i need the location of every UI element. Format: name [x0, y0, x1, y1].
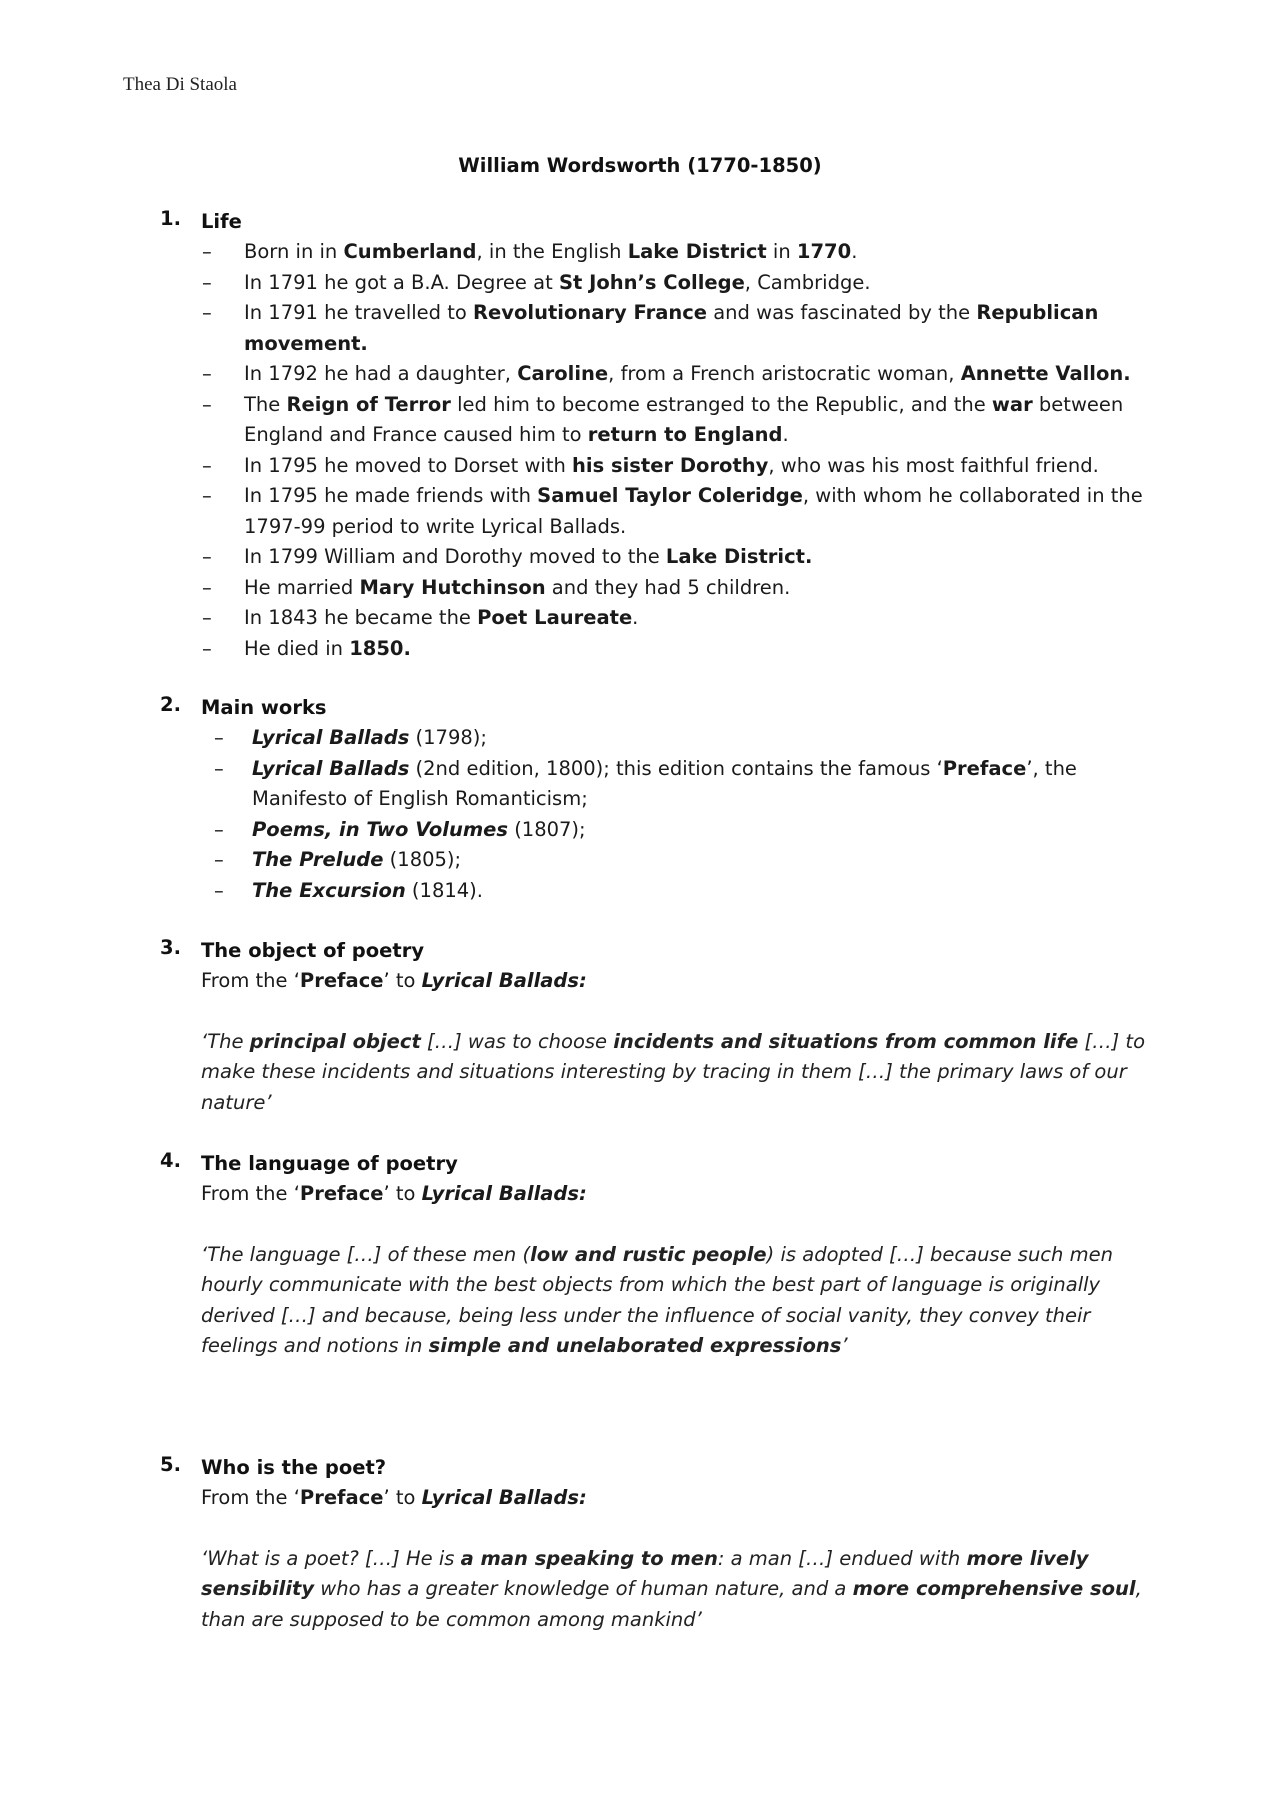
source-line [201, 966, 1170, 997]
section-title: The language of poetry [201, 1152, 458, 1175]
emphasis-text: incidents and situations from common life [613, 1029, 1079, 1053]
preface-quote [201, 1544, 1170, 1636]
text-run: , who was his most faithful friend. [768, 453, 1099, 477]
emphasis-text: Reign of Terror [286, 392, 451, 416]
text-run: […] was to choose [420, 1029, 614, 1053]
text-run: (2nd edition, 1800); this edition contains the famous [409, 756, 937, 780]
text-run: ‘The [201, 1029, 250, 1053]
emphasis-text: Lyrical Ballads: [421, 1486, 587, 1509]
emphasis-text: Revolutionary France [473, 301, 708, 324]
works-list-item [160, 845, 1170, 876]
emphasis-text: simple and unelaborated expressions [428, 1334, 842, 1357]
text-run: between England and France caused him to [244, 392, 1124, 446]
life-list-item [160, 359, 1170, 390]
section-object-of-poetry [160, 936, 1170, 1118]
works-list-item [160, 815, 1170, 846]
text-run: ‘ [936, 756, 943, 780]
text-run: , in the English [476, 240, 628, 263]
text-run: ’ [841, 1334, 848, 1357]
emphasis-text: Lake District. [665, 545, 813, 568]
text-run: ‘ [293, 1182, 300, 1205]
life-list-item [160, 573, 1170, 604]
emphasis-text: more comprehensive soul [852, 1577, 1136, 1600]
section-title: Main works [201, 696, 327, 719]
emphasis-text: Poems, in Two Volumes [252, 817, 508, 841]
works-list-item [160, 754, 1170, 815]
life-list-item [160, 298, 1170, 359]
text-run: in [766, 240, 797, 263]
text-run: In 1791 he travelled to [244, 301, 474, 324]
section-title: The object of poetry [201, 939, 425, 962]
emphasis-text: Caroline [517, 362, 609, 385]
preface-quote [201, 1027, 1170, 1119]
page-title: William Wordsworth (1770-1850) [458, 154, 822, 177]
source-line [201, 1483, 1170, 1514]
emphasis-text: The Excursion [252, 878, 406, 902]
life-list-item [160, 268, 1170, 299]
text-run: In 1795 he made friends with [244, 484, 538, 507]
text-run: […] to make these incidents and situations interesting by tracing in them […] the primary laws of our nature’ [201, 1029, 1146, 1114]
section-number: 1. [160, 207, 181, 230]
section-number: 5. [160, 1453, 181, 1476]
text-run: , from a French aristocratic woman, [608, 362, 961, 385]
life-list-item [160, 542, 1170, 573]
emphasis-text: Annette Vallon. [960, 362, 1131, 385]
text-run: He died in [244, 636, 350, 660]
text-run: ‘The language […] of these men ( [201, 1242, 531, 1266]
life-list-item [160, 237, 1170, 268]
emphasis-text: Lyrical Ballads: [421, 969, 587, 992]
works-list-item [160, 876, 1170, 907]
life-list-item [160, 634, 1170, 665]
life-list-item [160, 451, 1170, 482]
text-run: In 1843 he became the [244, 606, 478, 629]
emphasis-text: Lyrical Ballads [252, 726, 410, 749]
text-run: In 1792 he had a daughter, [244, 362, 518, 385]
text-run: ’ to [383, 969, 422, 992]
emphasis-text: Poet Laureate [477, 606, 633, 629]
life-list-item [160, 603, 1170, 634]
emphasis-text: low and rustic people [530, 1242, 767, 1266]
text-run: ‘ [293, 1486, 300, 1509]
text-run: From the [201, 1486, 294, 1509]
emphasis-text: more lively sensibility [201, 1546, 1089, 1600]
author-name: Thea Di Staola [123, 74, 237, 95]
emphasis-text: 1850. [349, 636, 411, 660]
emphasis-text: return to England [587, 423, 783, 446]
emphasis-text: 1770 [796, 240, 852, 263]
section-life [160, 207, 1170, 664]
emphasis-text: war [991, 392, 1033, 416]
text-run: , with whom he collaborated in the 1797-99 period to write Lyrical Ballads. [244, 484, 1143, 538]
text-run: led him to become estranged to the Republic, and the [450, 392, 992, 416]
text-run: ) is adopted […] because such men hourly communicate with the best objects from which the best part of language is originally derived […] and because, being less under the influence of social vanity, they convey their feelings and notions in [201, 1242, 1113, 1357]
text-run: In 1795 he moved to Dorset with [244, 453, 573, 477]
emphasis-text: Republican movement. [244, 301, 1099, 355]
section-number: 3. [160, 936, 181, 959]
emphasis-text: Preface [299, 1182, 384, 1205]
text-run: who has a greater knowledge of human nature, and a [314, 1577, 853, 1600]
text-run: Born in in [244, 240, 344, 263]
emphasis-text: Mary Hutchinson [359, 575, 546, 599]
text-run: , Cambridge. [744, 270, 871, 294]
emphasis-text: The Prelude [252, 848, 384, 871]
text-run: . [782, 423, 789, 446]
emphasis-text: his sister Dorothy [572, 453, 769, 477]
text-run: ’, the Manifesto of English Romanticism; [252, 756, 1077, 810]
section-language-of-poetry [160, 1149, 1170, 1362]
section-number: 2. [160, 693, 181, 716]
text-run: He married [244, 575, 360, 599]
source-line [201, 1179, 1170, 1210]
text-run: (1798); [409, 726, 487, 749]
emphasis-text: Lyrical Ballads: [421, 1182, 587, 1205]
text-run: (1814). [405, 878, 483, 902]
emphasis-text: Preface [299, 1486, 384, 1509]
text-run: and they had 5 children. [545, 575, 791, 599]
text-run: ’ to [383, 1182, 422, 1205]
emphasis-text: Lake District [627, 240, 767, 263]
emphasis-text: Preface [299, 969, 384, 992]
text-run: The [244, 392, 287, 416]
emphasis-text: principal object [249, 1029, 421, 1053]
text-run: ‘What is a poet? […] He is [201, 1546, 461, 1570]
emphasis-text: St John’s College [558, 270, 745, 294]
text-run: ’ to [383, 1486, 422, 1509]
text-run: From the [201, 969, 294, 992]
emphasis-text: Cumberland [343, 240, 477, 263]
text-run: (1805); [383, 848, 462, 871]
text-run: . [632, 606, 639, 629]
emphasis-text: Preface [942, 756, 1027, 780]
text-run: In 1791 he got a B.A. Degree at [244, 270, 559, 294]
works-list [160, 723, 1170, 906]
emphasis-text: a man speaking to men [460, 1546, 718, 1570]
text-run: and was fascinated by the [707, 301, 977, 324]
section-title: Life [201, 210, 242, 233]
emphasis-text: Lyrical Ballads [252, 756, 410, 780]
life-list [160, 237, 1170, 664]
text-run: ‘ [293, 969, 300, 992]
text-run: In 1799 William and Dorothy moved to the [244, 545, 666, 568]
emphasis-text: Samuel Taylor Coleridge [537, 484, 803, 507]
text-run: , than are supposed to be common among mankind’ [201, 1577, 1142, 1631]
section-main-works [160, 693, 1170, 906]
section-who-is-the-poet [160, 1453, 1170, 1635]
works-list-item [160, 723, 1170, 754]
text-run: (1807); [508, 817, 586, 841]
section-title: Who is the poet? [201, 1456, 387, 1479]
text-run: From the [201, 1182, 294, 1205]
life-list-item [160, 481, 1170, 542]
life-list-item [160, 390, 1170, 451]
section-number: 4. [160, 1149, 181, 1172]
text-run: : a man […] endued with [717, 1546, 967, 1570]
preface-quote [201, 1240, 1170, 1362]
text-run: . [851, 240, 858, 263]
